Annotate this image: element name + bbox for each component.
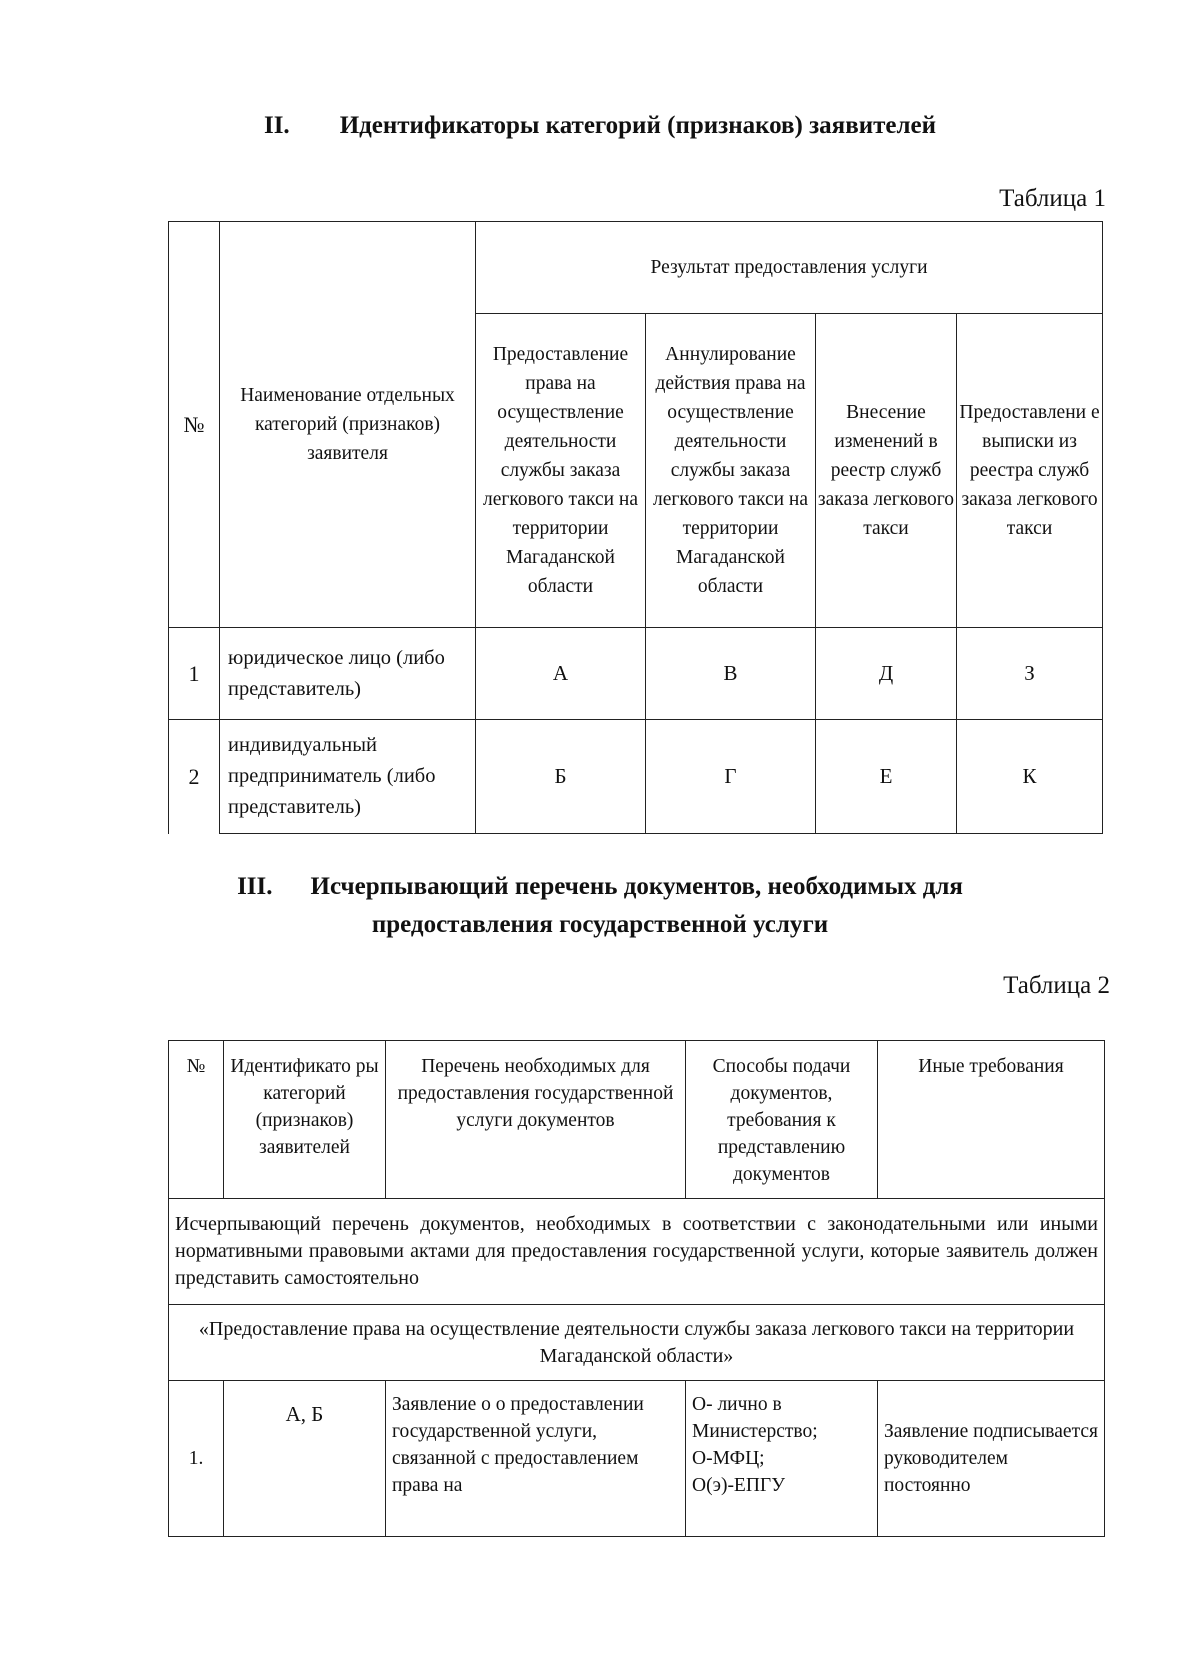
- table-1-row-name: индивидуальный предприниматель (либо представитель): [220, 720, 476, 834]
- section-3-number: III.: [237, 873, 273, 900]
- table-2-row-document: Заявление о о предоставлении государственной услуги, связанной с предоставлением права на: [386, 1381, 686, 1537]
- table-2-section-row: Исчерпывающий перечень документов, необходимых в соответствии с законодательными или иными нормативными правовыми актами для предоставления государственной услуги, которые заявитель должен представить самостоятельно: [169, 1199, 1105, 1305]
- table-1-result-1: Предоставление права на осуществление деятельности службы заказа легкового такси на территории Магаданской области: [476, 314, 646, 628]
- method-item: О-МФЦ;: [692, 1448, 765, 1469]
- table-1-col-name: Наименование отдельных категорий (признаков) заявителя: [220, 222, 476, 628]
- section-2-number: II.: [263, 112, 290, 139]
- table-1-result-3: Внесение изменений в реестр служб заказа легкового такси: [816, 314, 957, 628]
- method-item: О(э)-ЕПГУ: [692, 1475, 786, 1496]
- table-2-header-no: №: [169, 1041, 224, 1199]
- section-2-title: Идентификаторы категорий (признаков) заявителей: [339, 112, 937, 139]
- table-1-code: Б: [476, 720, 646, 834]
- table-2-header-ids: Идентификато ры категорий (признаков) заявителей: [224, 1041, 386, 1199]
- table-1: [168, 221, 1103, 834]
- table-1-result-2: Аннулирование действия права на осуществление деятельности службы заказа легкового такси на территории Магаданской области: [646, 314, 816, 628]
- table-1-result-4: Предоставлени е выписки из реестра служб заказа легкового такси: [957, 314, 1103, 628]
- table-2-row-other: Заявление подписывается руководителем постоянно: [878, 1381, 1105, 1537]
- table-1-code: Е: [816, 720, 957, 834]
- table-1-row: [169, 720, 1103, 834]
- section-3-title-line-2: предоставления государственной услуги: [371, 911, 829, 938]
- table-2-subsection-row: «Предоставление права на осуществление деятельности службы заказа легкового такси на территории Магаданской области»: [169, 1305, 1105, 1381]
- table-2-header-methods: Способы подачи документов, требования к представлению документов: [686, 1041, 878, 1199]
- table-2-row-ids: А, Б: [224, 1381, 386, 1537]
- table-2-caption: Таблица 2: [1003, 972, 1110, 999]
- table-2-header-documents: Перечень необходимых для предоставления государственной услуги документов: [386, 1041, 686, 1199]
- table-1-col-no: №: [169, 222, 220, 628]
- table-1-caption: Таблица 1: [999, 185, 1106, 212]
- table-1-row-name: юридическое лицо (либо представитель): [220, 628, 476, 720]
- table-1-row-no: 2: [169, 720, 220, 834]
- table-1-code: К: [957, 720, 1103, 834]
- table-1-group-header: Результат предоставления услуги: [476, 222, 1103, 314]
- table-1-code: А: [476, 628, 646, 720]
- table-2-row: [169, 1381, 1105, 1537]
- table-2-row-no: 1.: [169, 1381, 224, 1537]
- section-3-heading: [0, 868, 1200, 944]
- table-1-row-no: 1: [169, 628, 220, 720]
- table-1-code: Д: [816, 628, 957, 720]
- method-item: О- лично в Министерство;: [692, 1394, 818, 1442]
- table-1-row: [169, 628, 1103, 720]
- table-1-code: З: [957, 628, 1103, 720]
- section-2-heading: [0, 112, 1200, 140]
- table-2: [168, 1040, 1105, 1537]
- table-2-row-methods: [686, 1381, 878, 1537]
- table-1-code: Г: [646, 720, 816, 834]
- table-2-header-other: Иные требования: [878, 1041, 1105, 1199]
- section-3-title-line-1: Исчерпывающий перечень документов, необходимых для: [310, 873, 963, 900]
- table-1-code: В: [646, 628, 816, 720]
